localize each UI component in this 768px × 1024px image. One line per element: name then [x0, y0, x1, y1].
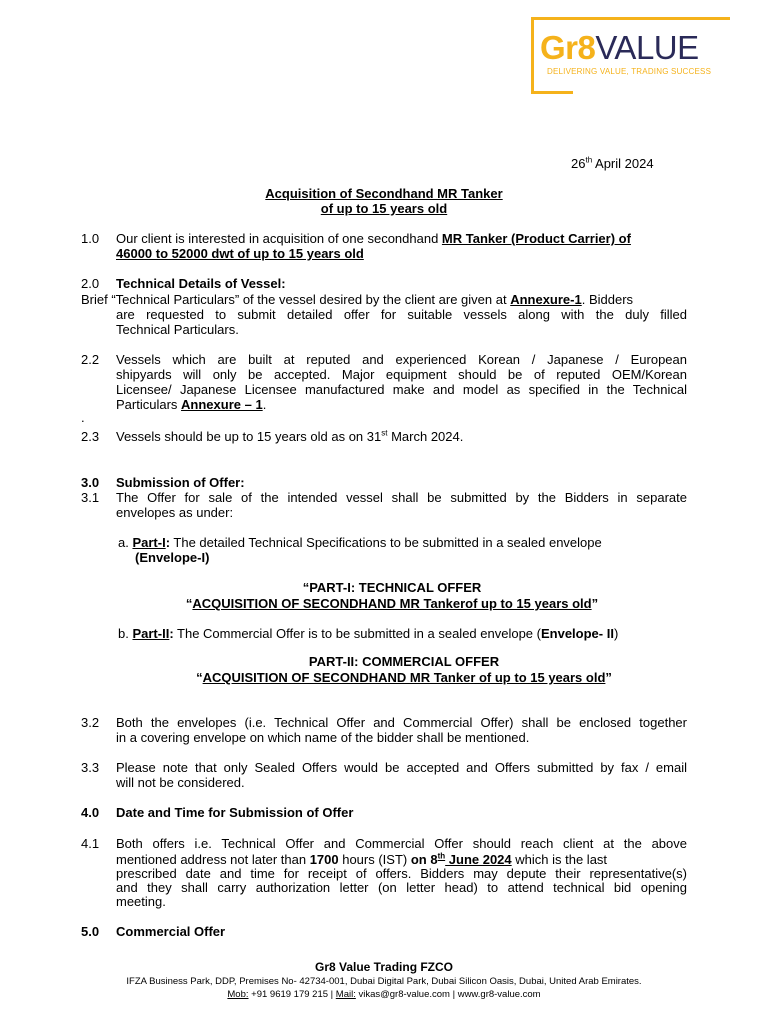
date-day: 26: [571, 156, 586, 171]
part-a-label: Part-I: [132, 535, 166, 550]
section-3-1-number: 3.1: [81, 490, 100, 505]
date-rest: April 2024: [592, 156, 654, 171]
section-4-1-line2: [116, 852, 687, 867]
section-2-line1: [81, 292, 633, 307]
part-2-quote-close: ”: [605, 670, 612, 685]
footer-mob-label: Mob:: [227, 989, 249, 1000]
section-2-2-line4: [116, 397, 266, 412]
section-4-1-line2f: which is the last: [511, 852, 608, 867]
section-2-2-line3: Licensee/ Japanese Licensee manufactured make and model as specified in the Technical: [116, 382, 687, 397]
section-2-3-number: 2.3: [81, 429, 100, 444]
section-2-line2: are requested to submit detailed offer for suitable vessels along with the duly filled: [116, 307, 687, 322]
section-2-line3: Technical Particulars.: [116, 322, 239, 337]
part-a-prefix: a.: [118, 535, 133, 550]
section-4-1-line5: meeting.: [116, 894, 166, 909]
deadline-time: 1700: [309, 852, 339, 867]
section-1-line2: 46000 to 52000 dwt of up to 15 years old: [116, 246, 364, 261]
section-2-2-number: 2.2: [81, 352, 100, 367]
part-b-label: Part-II: [132, 626, 170, 641]
section-4-1-line2a: mentioned address not later than: [116, 852, 310, 867]
footer-contact: [0, 989, 768, 1000]
section-3-2-line2: in a covering envelope on which name of the bidder shall be mentioned.: [116, 730, 530, 745]
logo: [540, 30, 699, 66]
part-1-heading-line1: “PART-I: TECHNICAL OFFER: [302, 580, 482, 595]
section-2-2-line4a: Particulars: [116, 397, 182, 412]
section-5-number: 5.0: [81, 924, 100, 939]
part-b-envelope: Envelope- II: [540, 626, 614, 641]
section-2-3-sup: st: [381, 428, 388, 438]
section-2-2-line2: shipyards will only be accepted. Major equipment should be of reputed OEM/Korean: [116, 367, 687, 382]
part-2-heading-line1: PART-II: COMMERCIAL OFFER: [308, 654, 500, 669]
section-4-1-number: 4.1: [81, 836, 100, 851]
section-1-line1: [116, 231, 631, 246]
part-b-text: The Commercial Offer is to be submitted in a sealed envelope (: [173, 626, 541, 641]
footer-mail: vikas@gr8-value.com | www.gr8-value.com: [355, 989, 541, 1000]
section-1-number: 1.0: [81, 231, 100, 246]
part-1-heading-line2: [0, 596, 768, 611]
section-2-2-line4c: .: [262, 397, 267, 412]
section-2-3-text: [116, 429, 463, 444]
annexure-ref-2: Annexure – 1: [181, 397, 263, 412]
deadline-sup: th: [437, 851, 446, 861]
part-b-close: ): [613, 626, 619, 641]
section-3-1-line1: The Offer for sale of the intended vessel shall be submitted by the Bidders in separate: [116, 490, 687, 505]
section-2-line1c: . Bidders: [581, 292, 634, 307]
section-2-2-line1: Vessels which are built at reputed and experienced Korean / Japanese / European: [116, 352, 687, 367]
part-1-quote-open: “: [185, 596, 193, 611]
part-a-envelope: (Envelope-I): [135, 550, 210, 565]
deadline-date: June 2024: [445, 852, 512, 867]
section-4-1-line2c: hours (IST): [338, 852, 411, 867]
section-3-3-line2: will not be considered.: [116, 775, 245, 790]
section-4-1-line4: and they shall carry authorization letter (on letter head) to attend technical bid opening: [116, 880, 687, 895]
part-a-text: The detailed Technical Specifications to be submitted in a sealed envelope: [170, 535, 602, 550]
date-suffix: th: [585, 155, 593, 165]
footer-mob: +91 9619 179 215 |: [248, 989, 336, 1000]
section-2-heading: Technical Details of Vessel:: [116, 276, 286, 291]
section-5-heading: Commercial Offer: [116, 924, 226, 939]
section-2-number: 2.0: [81, 276, 100, 291]
section-3-2-number: 3.2: [81, 715, 100, 730]
section-1-text: Our client is interested in acquisition of one secondhand: [116, 231, 442, 246]
logo-brand-a: Gr8: [540, 29, 596, 66]
logo-brand-b: VALUE: [595, 29, 699, 66]
deadline-on: on 8: [410, 852, 438, 867]
part-1-heading-title: ACQUISITION OF SECONDHAND MR Tankerof up to 15 years old: [192, 596, 592, 611]
section-4-1-line1: Both offers i.e. Technical Offer and Commercial Offer should reach client at the above: [116, 836, 687, 851]
part-a-line1: [118, 535, 687, 550]
part-1-quote-close: ”: [591, 596, 599, 611]
section-3-1-line2: envelopes as under:: [116, 505, 234, 520]
part-b-prefix: b.: [118, 626, 133, 641]
part-2-quote-open: “: [196, 670, 203, 685]
footer-address: IFZA Business Park, DDP, Premises No- 42734-001, Dubai Digital Park, Dubai Silicon Oasis, Dubai, United Arab Emirates.: [126, 976, 642, 987]
section-3-heading: Submission of Offer:: [116, 475, 245, 490]
part-b-line1: [118, 626, 618, 641]
section-1-vessel-type: MR Tanker (Product Carrier) of: [441, 231, 631, 246]
section-4-heading: Date and Time for Submission of Offer: [116, 805, 354, 820]
section-3-number: 3.0: [81, 475, 100, 490]
part-b-colon: :: [169, 626, 174, 641]
letter-date: [571, 156, 654, 171]
doc-title-line2: of up to 15 years old: [320, 201, 448, 216]
section-3-3-line1: Please note that only Sealed Offers would be accepted and Offers submitted by fax / email: [116, 760, 687, 775]
section-4-1-line3: prescribed date and time for receipt of offers. Bidders may depute their representative(s): [116, 866, 687, 881]
stray-dot: .: [81, 410, 85, 425]
part-2-heading-title: ACQUISITION OF SECONDHAND MR Tanker of up to 15 years old: [202, 670, 606, 685]
section-2-3-rest: March 2024.: [387, 429, 464, 444]
footer-mail-label: Mail:: [335, 989, 356, 1000]
logo-tagline: DELIVERING VALUE, TRADING SUCCESS: [547, 67, 712, 76]
section-2-line1a: Brief “Technical Particulars” of the vessel desired by the client are given at: [81, 292, 511, 307]
part-a-colon: :: [165, 535, 171, 550]
doc-title-line1: Acquisition of Secondhand MR Tanker: [265, 186, 503, 201]
footer-company: Gr8 Value Trading FZCO: [314, 960, 454, 974]
section-3-2-line1: Both the envelopes (i.e. Technical Offer and Commercial Offer) shall be enclosed together: [116, 715, 687, 730]
section-3-3-number: 3.3: [81, 760, 100, 775]
section-2-3-main: Vessels should be up to 15 years old as on 31: [116, 429, 382, 444]
annexure-ref-1: Annexure-1: [510, 292, 582, 307]
section-4-number: 4.0: [81, 805, 100, 820]
part-2-heading-line2: [0, 670, 768, 685]
